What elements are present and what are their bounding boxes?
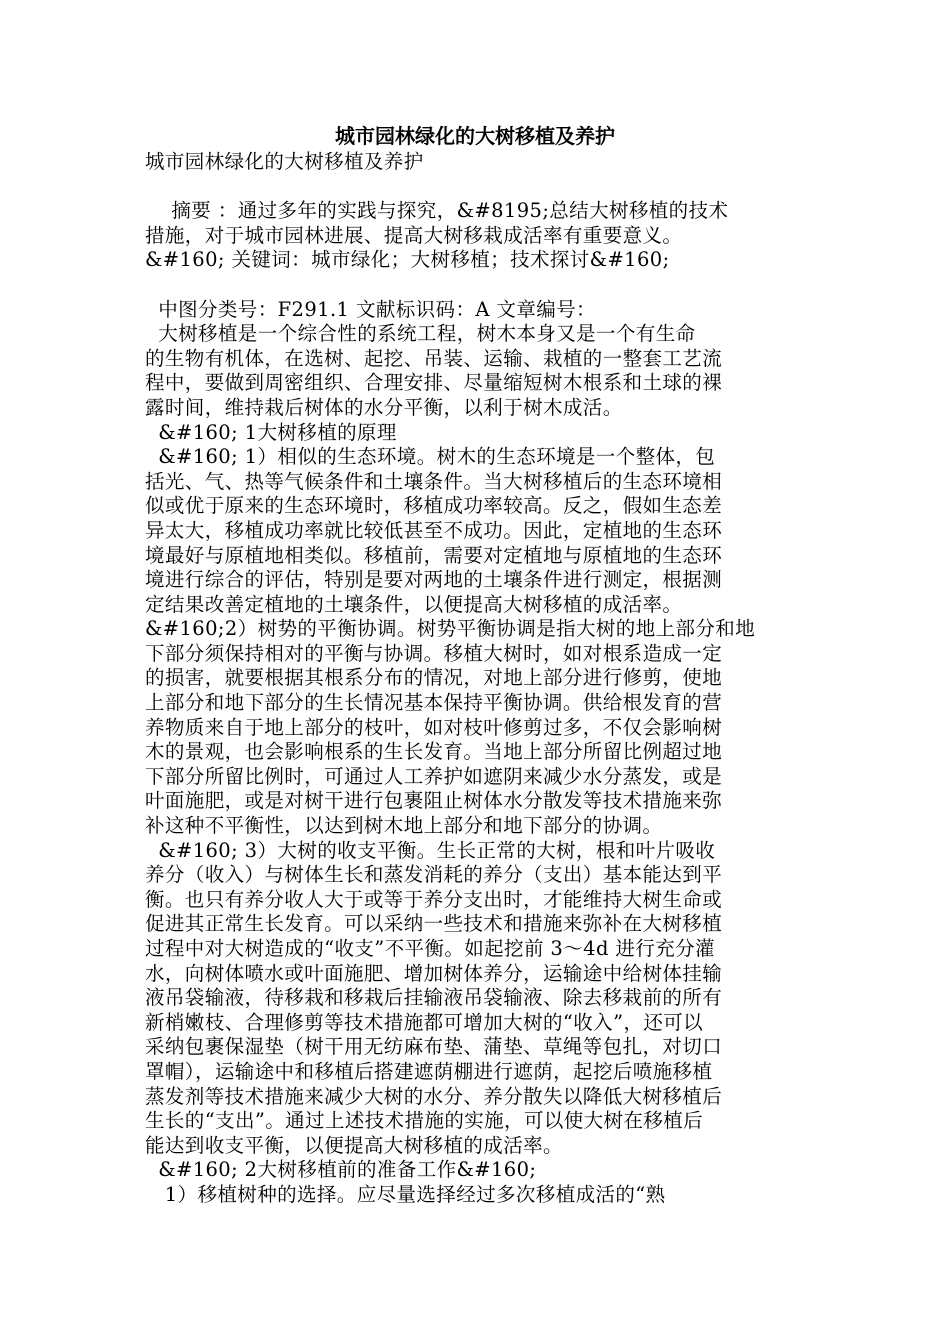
body-line: 措施，对于城市园林进展、提高大树移栽成活率有重要意义。: [145, 223, 683, 247]
body-line: 补这种不平衡性，以达到树木地上部分和地下部分的协调。: [145, 814, 663, 838]
body-line: &#160; 3）大树的收支平衡。生长正常的大树，根和叶片吸收: [145, 838, 716, 862]
body-line: 露时间，维持栽后树体的水分平衡，以利于树木成活。: [145, 395, 623, 419]
body-line: 境最好与原植地相类似。移植前，需要对定植地与原植地的生态环: [145, 543, 723, 567]
body-line: 的损害，就要根据其根系分布的情况，对地上部分进行修剪，使地: [145, 666, 723, 690]
body-line: 生长的“支出”。通过上述技术措施的实施，可以使大树在移植后: [145, 1109, 704, 1133]
body-line: 程中，要做到周密组织、合理安排、尽量缩短树木根系和土球的裸: [145, 371, 723, 395]
body-line: 下部分须保持相对的平衡与协调。移植大树时，如对根系造成一定: [145, 641, 723, 665]
blank-line: [145, 273, 815, 298]
body-line: 能达到收支平衡，以便提高大树移植的成活率。: [145, 1133, 563, 1157]
body-line: 似或优于原来的生态环境时，移植成功率较高。反之，假如生态差: [145, 494, 723, 518]
body-line: 括光、气、热等气候条件和土壤条件。当大树移植后的生态环境相: [145, 469, 723, 493]
body-line: &#160; 2大树移植前的准备工作&#160;: [145, 1158, 537, 1182]
body-line: 过程中对大树造成的“收支”不平衡。如起挖前 3～4d 进行充分灌: [145, 937, 715, 960]
body-line: 叶面施肥，或是对树干进行包裹阻止树体水分散发等技术措施来弥: [145, 789, 723, 813]
body-line: 摘要 ：通过多年的实践与探究，&#8195;总结大树移植的技术: [145, 199, 729, 223]
body-line: 新梢嫩枝、合理修剪等技术措施都可增加大树的“收入”，还可以: [145, 1010, 704, 1034]
body-line: 水，向树体喷水或叶面施肥、增加树体养分，运输途中给树体挂输: [145, 961, 723, 985]
body-line: 罩帽），运输途中和移植后搭建遮荫棚进行遮荫，起挖后喷施移植: [145, 1059, 713, 1083]
body-line: 异太大，移植成功率就比较低甚至不成功。因此，定植地的生态环: [145, 518, 723, 542]
body-line: 采纳包裹保湿垫（树干用无纺麻布垫、蒲垫、草绳等包扎，对切口: [145, 1035, 723, 1059]
body-line: 1）移植树种的选择。应尽量选择经过多次移植成活的“熟: [145, 1182, 666, 1206]
body-line: 下部分所留比例时，可通过人工养护如遮阴来减少水分蒸发，或是: [145, 764, 723, 788]
body-line: 境进行综合的评估，特别是要对两地的土壤条件进行测定，根据测: [145, 568, 723, 592]
body-line: &#160; 关键词：城市绿化；大树移植；技术探讨&#160;: [145, 248, 670, 272]
body-line: 衡。也只有养分收人大于或等于养分支出时，才能维持大树生命或: [145, 887, 723, 911]
body-line: 大树移植是一个综合性的系统工程，树木本身又是一个有生命: [145, 322, 696, 346]
body-line: &#160; 1）相似的生态环境。树木的生态环境是一个整体，包: [145, 445, 716, 469]
body-line: 上部分和地下部分的生长情况基本保持平衡协调。供给根发育的营: [145, 691, 723, 715]
body-line: 的生物有机体，在选树、起挖、吊装、运输、栽植的一整套工艺流: [145, 346, 723, 370]
body-line: 蒸发剂等技术措施来减少大树的水分、养分散失以降低大树移植后: [145, 1084, 723, 1108]
body-line: 养物质来自于地上部分的枝叶，如对枝叶修剪过多，不仅会影响树: [145, 715, 723, 739]
body-line: &#160;2）树势的平衡协调。树势平衡协调是指大树的地上部分和地: [145, 617, 756, 641]
body-line: 定结果改善定植地的土壤条件，以便提高大树移植的成活率。: [145, 592, 683, 616]
body-line: 木的景观，也会影响根系的生长发育。当地上部分所留比例超过地: [145, 740, 723, 764]
blank-line: [145, 175, 815, 200]
body-line: 促进其正常生长发育。可以采纳一些技术和措施来弥补在大树移植: [145, 912, 723, 936]
body-line: 中图分类号：F291.1 文献标识码：A 文章编号：: [145, 297, 596, 321]
body-line: 液吊袋输液，待移栽和移栽后挂输液吊袋输液、除去移栽前的所有: [145, 986, 723, 1010]
body-line: 城市园林绿化的大树移植及养护: [145, 150, 424, 173]
document-body: [145, 150, 815, 1208]
body-line: 养分（收入）与树体生长和蒸发消耗的养分（支出）基本能达到平: [145, 863, 723, 887]
document-title: 城市园林绿化的大树移植及养护: [335, 124, 615, 148]
body-line: &#160; 1大树移植的原理: [145, 420, 397, 444]
